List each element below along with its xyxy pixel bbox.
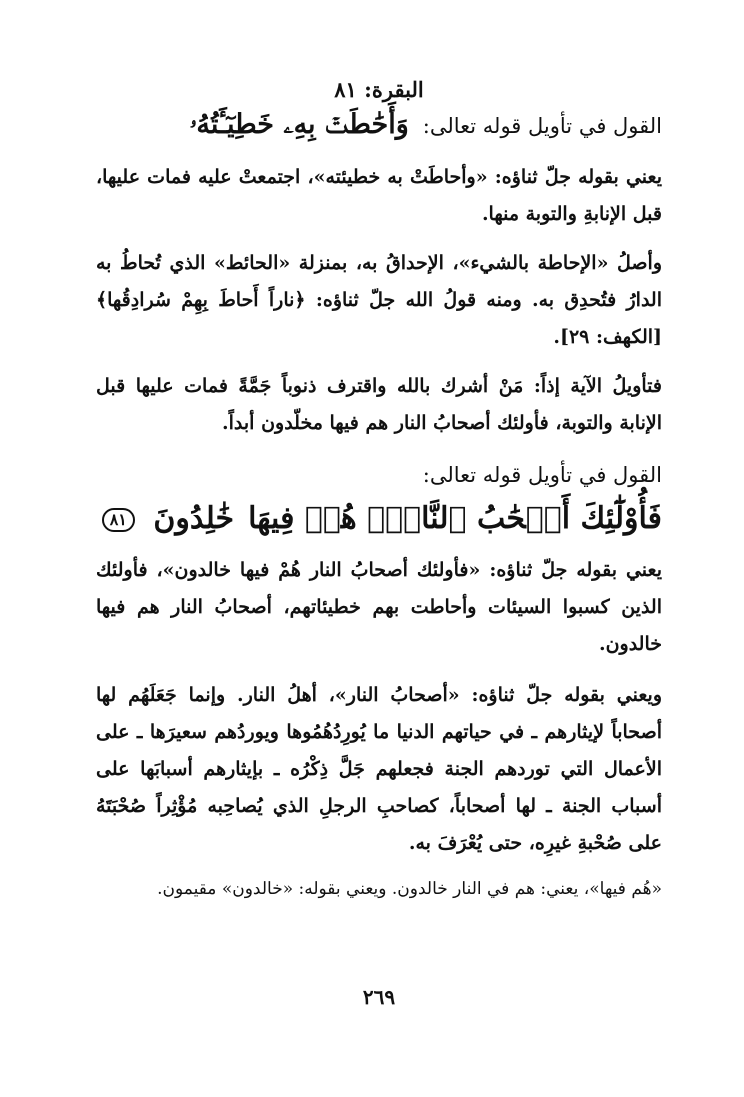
quran-verse-2b-text: خَٰلِدُونَ: [153, 501, 235, 536]
paragraph-4: يعني بقوله جلّ ثناؤه: «فأولئك أصحابُ النار هُمْ فيها خالدون»، فأولئك الذين كسبوا السيئات وأحاطت بهم خطيئاتهم، أصحابُ النار هم فيها خالدون.: [96, 559, 662, 655]
ayah-number-badge: ٨١: [102, 508, 135, 532]
section-title-1: [96, 110, 662, 141]
page-number: ٢٦٩: [362, 985, 396, 1009]
paragraph-3: فتأويلُ الآية إذاً: مَنْ أشرك بالله واقترف ذنوباً جَمَّةً فمات عليها قبل الإنابة والتوبة، فأولئك أصحابُ النار هم فيها مخلّدون أبداً.: [96, 375, 662, 434]
section-intro-2: القول في تأويل قوله تعالى:: [422, 463, 662, 487]
section-intro-1: القول في تأويل قوله تعالى:: [422, 114, 662, 138]
paragraph-1: يعني بقوله جلّ ثناؤه: «وأحاطَتْ به خطيئته»، اجتمعتْ عليه فمات عليها، قبل الإنابةِ والتوبة منها.: [96, 166, 662, 225]
book-page: [96, 70, 662, 1057]
surah-reference: البقرة: ٨١: [334, 77, 424, 102]
quran-verse-2b: [102, 501, 235, 536]
paragraph-2: وأصلُ «الإحاطة بالشيء»، الإحداقُ به، بمنزلة «الحائط» الذي تُحاطُ به الدارُ فتُحدِق به. ومنه قولُ الله جلّ ثناؤه: ﴿ناراً أَحاطَ بِهِمْ سُرادِقُها﴾ [الكهف: ٢٩].: [96, 252, 662, 348]
quran-verse-1: وَأَحَٰطَتۡ بِهِۦ خَطِيٓـَٔتُهُۥ: [189, 109, 409, 140]
paragraph-6: «هُم فيها»، يعني: هم في النار خالدون. ويعني بقوله: «خالدون» مقيمون.: [157, 879, 662, 899]
paragraph-5: ويعني بقوله جلّ ثناؤه: «أصحابُ النار»، أهلُ النار. وإنما جَعَلَهُم لها أصحاباً لإيثارهم ـ في حياتهم الدنيا ما يُورِدُهُمُوها ويوردُهم سعيرَها ـ على الأعمال التي توردهم الجنة فجعلهم جَلَّ ذِكْرُه ـ بإيثارهم أسبابَها على أسباب الجنة ـ لها أصحاباً، كصاحبِ الرجلِ الذي يُصاحِبه مُؤْثِراً صُحْبَتَهُ على صُحْبةِ غيرِه، حتى يُعْرَفَ به.: [96, 684, 662, 854]
section-title-2: [96, 460, 662, 534]
quran-verse-2a: فَأُوْلَٰٓئِكَ أَصۡحَٰبُ ٱلنَّارِۖ هُمۡ فِيهَا: [248, 501, 662, 536]
